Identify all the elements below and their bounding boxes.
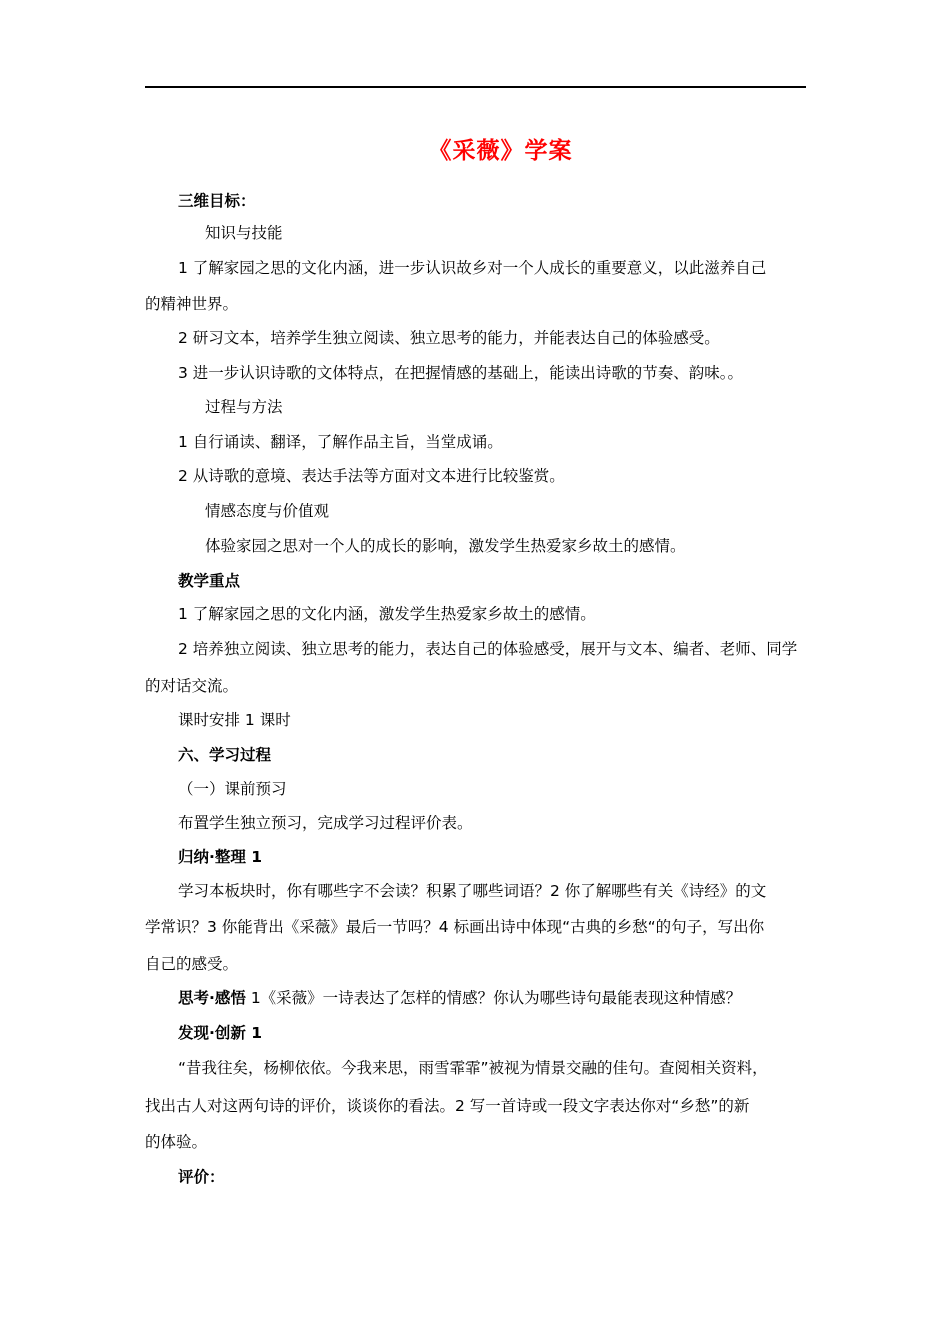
preview-text: 布置学生独立预习，完成学习过程评价表。 — [178, 814, 473, 832]
knowledge-item-2: 2 研习文本，培养学生独立阅读、独立思考的能力，并能表达自己的体验感受。 — [178, 329, 720, 347]
reflect-label: 思考·感悟 — [178, 989, 246, 1007]
discover-heading: 发现·创新 1 — [178, 1024, 263, 1042]
discover-line-2: 找出古人对这两句诗的评价，谈谈你的看法。2 写一首诗或一段文字表达你对“乡愁”的新 — [145, 1097, 750, 1115]
process-heading: 过程与方法 — [205, 398, 283, 416]
header-rule — [145, 86, 806, 88]
evaluation-heading: 评价： — [178, 1168, 225, 1186]
knowledge-item-3: 3 进一步认识诗歌的文体特点，在把握情感的基础上，能读出诗歌的节奏、韵味。。 — [178, 364, 744, 382]
reflect-text: 1《采薇》一诗表达了怎样的情感？你认为哪些诗句最能表现这种情感？ — [245, 989, 742, 1007]
key-point-2-cont: 的对话交流。 — [145, 677, 239, 695]
document-title: 《采薇》学案 — [428, 138, 573, 164]
summary-line-1: 学习本板块时，你有哪些字不会读？积累了哪些词语？2 你了解哪些有关《诗经》的文 — [178, 882, 767, 900]
process-section-heading: 六、学习过程 — [178, 746, 272, 764]
goals-heading: 三维目标： — [178, 192, 256, 210]
summary-heading: 归纳·整理 1 — [178, 848, 263, 866]
knowledge-item-1: 1 了解家园之思的文化内涵，进一步认识故乡对一个人成长的重要意义，以此滋养自己 — [178, 259, 767, 277]
emotion-text: 体验家园之思对一个人的成长的影响，激发学生热爱家乡故土的感情。 — [205, 537, 686, 555]
schedule-text: 课时安排 1 课时 — [178, 711, 291, 729]
discover-line-3: 的体验。 — [145, 1133, 208, 1151]
process-item-1: 1 自行诵读、翻译，了解作品主旨，当堂成诵。 — [178, 433, 503, 451]
discover-line-1: “昔我往矣，杨柳依依。今我来思，雨雪霏霏”被视为情景交融的佳句。查阅相关资料， — [178, 1059, 768, 1077]
key-point-1: 1 了解家园之思的文化内涵，激发学生热爱家乡故土的感情。 — [178, 605, 596, 623]
summary-line-3: 自己的感受。 — [145, 955, 239, 973]
emotion-heading: 情感态度与价值观 — [205, 502, 330, 520]
process-item-2: 2 从诗歌的意境、表达手法等方面对文本进行比较鉴赏。 — [178, 467, 565, 485]
reflect-paragraph — [178, 987, 839, 1009]
knowledge-heading: 知识与技能 — [205, 224, 283, 242]
knowledge-item-1-cont: 的精神世界。 — [145, 295, 239, 313]
key-point-2: 2 培养独立阅读、独立思考的能力，表达自己的体验感受，展开与文本、编者、老师、同学 — [178, 640, 798, 658]
preview-heading: （一）课前预习 — [178, 780, 287, 798]
summary-line-2: 学常识？3 你能背出《采薇》最后一节吗？4 标画出诗中体现“古典的乡愁“的句子，写出你 — [145, 918, 765, 936]
key-points-heading: 教学重点 — [178, 572, 241, 590]
